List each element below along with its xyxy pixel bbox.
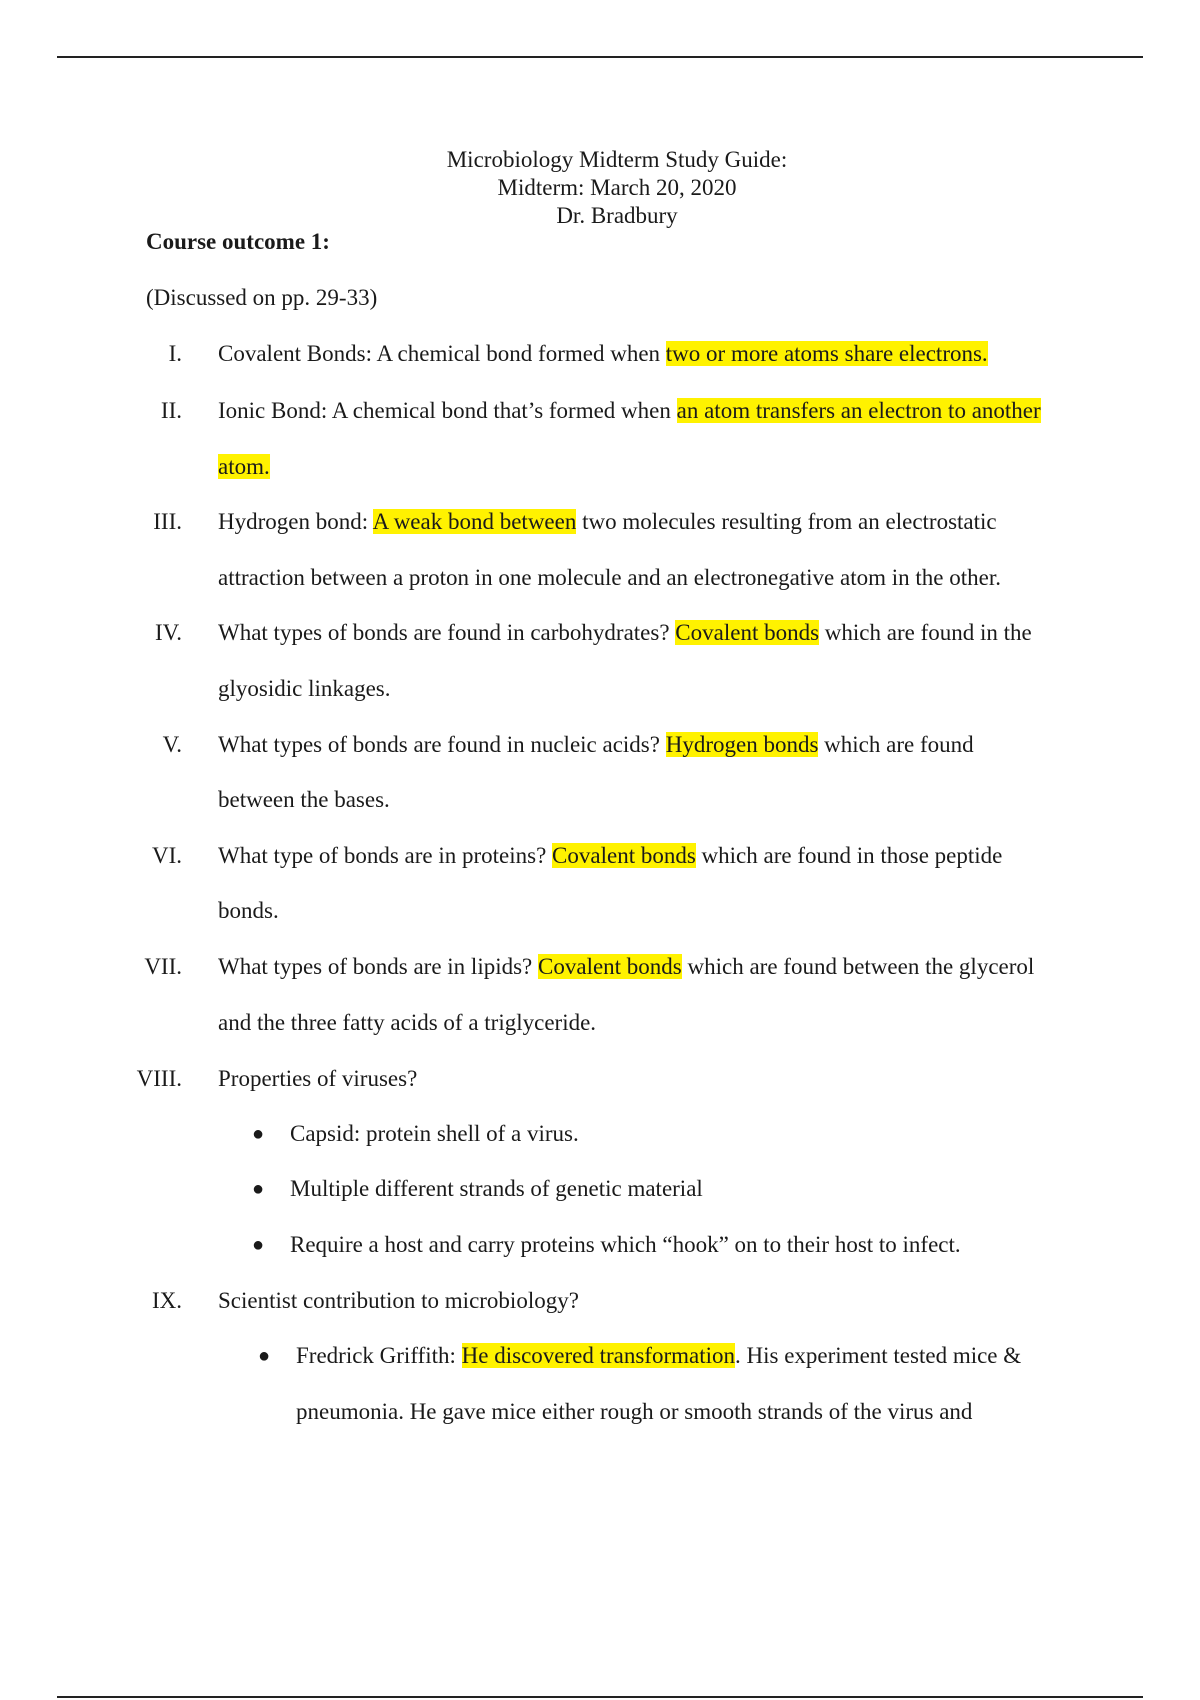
item-text-plain: which are found xyxy=(818,732,974,757)
item-text-plain: which are found between the glycerol xyxy=(681,954,1035,979)
bottom-rule xyxy=(57,1696,1143,1698)
item-text-plain: What types of bonds are found in nucleic acids? xyxy=(218,732,666,757)
item-text-plain: which are found in those peptide xyxy=(695,843,1003,868)
highlighted-text: Hydrogen bonds xyxy=(665,732,819,757)
header-title: Microbiology Midterm Study Guide: xyxy=(446,147,788,172)
item-text-plain: What types of bonds are found in carbohydrates? xyxy=(218,620,676,645)
item-text-continued: and the three fatty acids of a triglyceride. xyxy=(218,1010,597,1035)
item-text-continued: glyosidic linkages. xyxy=(218,676,391,701)
item-text: Scientist contribution to microbiology? xyxy=(218,1288,579,1313)
item-number: IX. xyxy=(151,1288,182,1313)
item-text xyxy=(218,508,997,536)
list-item: Multiple different strands of genetic material xyxy=(290,1176,703,1201)
discussed-pages: (Discussed on pp. 29-33) xyxy=(146,285,378,310)
item-number: VII. xyxy=(144,954,182,979)
item-text-plain: Fredrick Griffith: xyxy=(296,1343,462,1368)
item-text-continued: attraction between a proton in one molecule and an electronegative atom in the other. xyxy=(218,565,1001,590)
item-text-plain: which are found in the xyxy=(819,620,1032,645)
bullet-icon: ● xyxy=(252,1178,265,1200)
item-text-plain: Hydrogen bond: xyxy=(218,509,373,534)
highlighted-text: A weak bond between xyxy=(372,509,577,534)
item-number: III. xyxy=(153,509,182,534)
course-outcome-heading: Course outcome 1: xyxy=(146,229,330,254)
item-text-plain: What type of bonds are in proteins? xyxy=(218,843,553,868)
item-text xyxy=(218,731,974,759)
highlighted-text: two or more atoms share electrons. xyxy=(665,341,988,366)
item-number: VIII. xyxy=(136,1066,182,1091)
bullet-icon: ● xyxy=(252,1234,265,1256)
highlighted-text: He discovered transformation xyxy=(461,1343,736,1368)
header-date: Midterm: March 20, 2020 xyxy=(497,175,737,200)
item-text: Properties of viruses? xyxy=(218,1066,418,1091)
list-item xyxy=(296,1342,1021,1370)
list-item: Require a host and carry proteins which “hook” on to their host to infect. xyxy=(290,1232,961,1257)
item-text-plain: . His experiment tested mice & xyxy=(735,1343,1022,1368)
item-text-continued: between the bases. xyxy=(218,787,390,812)
list-item: Capsid: protein shell of a virus. xyxy=(290,1121,579,1146)
highlighted-text: atom. xyxy=(218,454,270,479)
item-number: VI. xyxy=(151,843,182,868)
highlighted-text: Covalent bonds xyxy=(552,843,696,868)
item-text xyxy=(218,397,1041,425)
item-text-continued: bonds. xyxy=(218,898,279,923)
item-text-continued xyxy=(218,453,270,481)
item-text-plain: Covalent Bonds: A chemical bond formed when xyxy=(218,341,666,366)
item-text xyxy=(218,340,988,368)
item-text xyxy=(218,619,1032,647)
item-text-plain: Ionic Bond: A chemical bond that’s formed when xyxy=(218,398,677,423)
highlighted-text: an atom transfers an electron to another xyxy=(676,398,1041,423)
item-number: V. xyxy=(162,732,182,757)
highlighted-text: Covalent bonds xyxy=(538,954,682,979)
list-item-continued: pneumonia. He gave mice either rough or smooth strands of the virus and xyxy=(296,1399,973,1424)
item-number: II. xyxy=(160,398,182,423)
item-text xyxy=(218,953,1034,981)
bullet-icon: ● xyxy=(252,1123,265,1145)
item-number: IV. xyxy=(154,620,182,645)
item-number: I. xyxy=(168,341,182,366)
item-text-plain: What types of bonds are in lipids? xyxy=(218,954,539,979)
highlighted-text: Covalent bonds xyxy=(675,620,820,645)
header-instructor: Dr. Bradbury xyxy=(556,203,678,228)
top-rule xyxy=(57,56,1143,58)
item-text xyxy=(218,842,1002,870)
item-text-plain: two molecules resulting from an electrostatic xyxy=(576,509,997,534)
document-header xyxy=(0,146,1200,230)
bullet-icon: ● xyxy=(258,1345,271,1367)
